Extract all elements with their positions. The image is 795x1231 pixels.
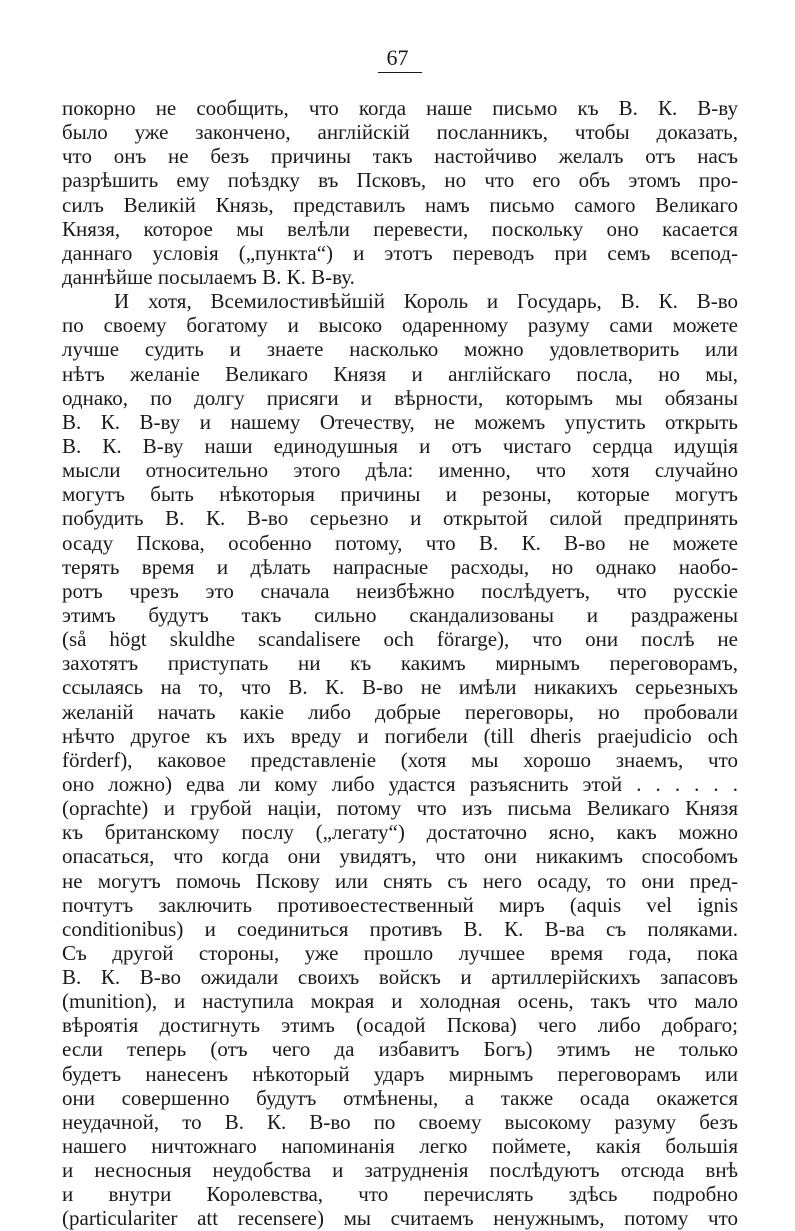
text-line: оно ложно) едва ли кому либо удастся разъяснить этой . . . . . . (62, 771, 738, 796)
text-line: лучше судить и знаете насколько можно удовлетворить или (62, 337, 738, 362)
text-line: осаду Пскова, особенно потому, что В. К. В-во не можете (62, 530, 738, 555)
text-line: могутъ быть нѣкоторыя причины и резоны, которые могутъ (62, 482, 738, 507)
text-line: по своему богатому и высоко одаренному разуму сами можете (62, 313, 738, 338)
text-line: силъ Великій Князь, представилъ намъ письмо самого Великаго (62, 192, 738, 217)
text-line: ротъ чрезъ это сначала неизбѣжно послѣдуетъ, что русскіе (62, 578, 738, 603)
text-line: (munition), и наступила мокрая и холодная осень, такъ что мало (62, 989, 738, 1014)
text-line: и несносныя неудобства и затрудненія послѣдуютъ отсюда внѣ (62, 1158, 738, 1183)
text-line: нѣчто другое къ ихъ вреду и погибели (till dheris praejudicio och (62, 723, 738, 748)
text-line: даннаго условія („пункта“) и этотъ переводъ при семъ всепод- (62, 240, 738, 265)
text-line: покорно не сообщить, что когда наше письмо къ В. К. В-ву (62, 96, 738, 120)
text-line: вѣроятія достигнуть этимъ (осадой Пскова) чего либо добраго; (62, 1013, 738, 1038)
page-number: 67 (386, 45, 409, 70)
text-line: будетъ нанесенъ нѣкоторый ударъ мирнымъ переговорамъ или (62, 1061, 738, 1086)
text-line: В. К. В-во ожидали своихъ войскъ и артиллерійскихъ запасовъ (62, 965, 738, 990)
text-line: даннѣйше посылаемъ В. К. В-ву. (62, 264, 355, 289)
text-line: В. К. В-ву и нашему Отечеству, не можемъ упустить открыть (62, 409, 738, 434)
text-line: conditionibus) и соединиться противъ В. К. В-ва съ поляками. (62, 916, 738, 941)
text-line: förderf), каковое представленіе (хотя мы хорошо знаемъ, что (62, 747, 738, 772)
text-line: не могутъ помочь Пскову или снять съ него осаду, то они пред- (62, 868, 738, 893)
text-line: желаній начать какіе либо добрые переговоры, но пробовали (62, 699, 738, 724)
text-line: и внутри Королевства, что перечислять здѣсь подробно (62, 1182, 738, 1207)
text-line: опасаться, что когда они увидятъ, что они никакимъ способомъ (62, 844, 738, 869)
text-line: (oprachte) и грубой націи, потому что изъ письма Великаго Князя (62, 796, 738, 821)
text-line: захотятъ приступать ни къ какимъ мирнымъ переговорамъ, (62, 651, 738, 676)
text-line: если теперь (отъ чего да избавитъ Богъ) этимъ не только (62, 1037, 738, 1062)
text-line: В. К. В-ву наши единодушныя и отъ чистаго сердца идущія (62, 433, 738, 458)
text-line: И хотя, Всемилостивѣйшій Король и Государь, В. К. В-во (114, 289, 738, 314)
text-line: неудачной, то В. К. В-во по своему высокому разуму безъ (62, 1109, 738, 1134)
text-line: побудить В. К. В-во серьезно и открытой силой предпринять (62, 506, 738, 531)
text-line: что онъ не безъ причины такъ настойчиво желалъ отъ насъ (62, 144, 738, 169)
text-line: они совершенно будутъ отмѣнены, а также осада окажется (62, 1085, 738, 1110)
text-line: Князя, которое мы велѣли перевести, поскольку оно касается (62, 216, 738, 241)
body-text (62, 96, 738, 1231)
text-line: Съ другой стороны, уже прошло лучшее время года, пока (62, 940, 738, 965)
text-line: разрѣшить ему поѣздку въ Псковъ, но что его объ этомъ про- (62, 168, 738, 193)
text-line: было уже закончено, англійскій посланникъ, чтобы доказать, (62, 120, 738, 145)
text-line: однако, по долгу присяги и вѣрности, которымъ мы обязаны (62, 385, 738, 410)
text-line: этимъ будутъ такъ сильно скандализованы и раздражены (62, 602, 738, 627)
text-line: нѣтъ желаніе Великаго Князя и англійскаго посла, но мы, (62, 361, 738, 386)
text-line: почтутъ заключить противоестественный миръ (aquis vel ignis (62, 892, 738, 917)
text-line: терять время и дѣлать напрасные расходы, но однако наобо- (62, 554, 738, 579)
text-line: нашего ничтожнаго напоминанія легко поймете, какія большія (62, 1134, 738, 1159)
text-line: ссылаясь на то, что В. К. В-во не имѣли никакихъ серьезныхъ (62, 675, 738, 700)
text-line: мысли относительно этого дѣла: именно, что хотя случайно (62, 458, 738, 483)
text-line: (så högt skuldhe scandalisere och förarge), что они послѣ не (62, 627, 738, 652)
text-line: къ британскому послу („легату“) достаточно ясно, какъ можно (62, 820, 738, 845)
text-line: (particulariter att recensere) мы считаемъ ненужнымъ, потому что (62, 1206, 738, 1231)
page-number-underline (378, 72, 422, 73)
